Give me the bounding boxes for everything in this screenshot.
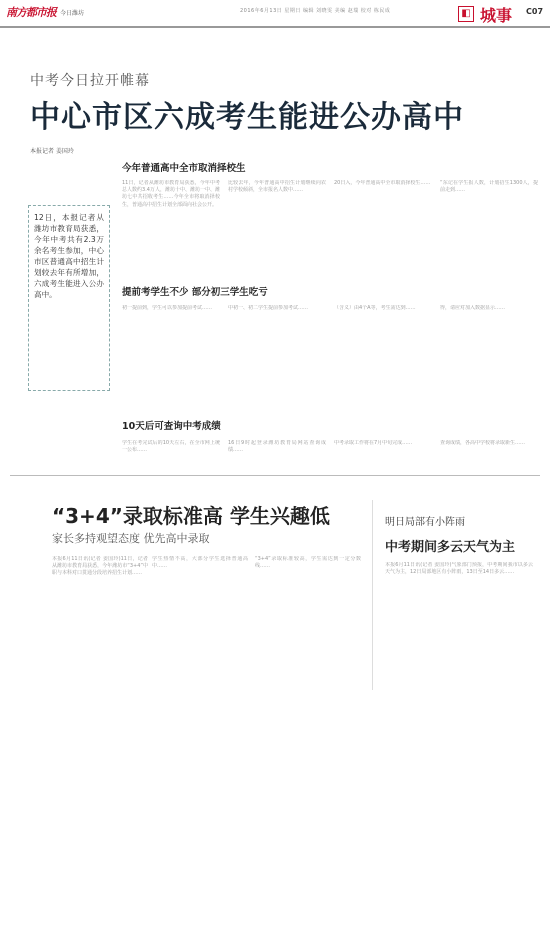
article-byline: 本报记者 姜国玲 xyxy=(30,148,74,155)
weather-kicker: 明日局部有小阵雨 xyxy=(385,517,465,528)
weather-headline: 中考期间多云天气为主 xyxy=(385,540,516,555)
lead-box: 12日，本报记者从潍坊市教育局获悉，今年中考共有2.3万余名考生参加，中心市区普通高中招生计划较去年有所增加，六成考生能进入公办高中。 xyxy=(28,205,110,391)
article-column: 本报6月11日讯(记者 姜国玲)11日，记者从潍坊市教育局获悉，今年潍坊市“3+4”中职与本科对口贯通分段培养招生计划…… xyxy=(52,556,148,577)
date-line: 2016年6月13日 星期日 xyxy=(240,8,301,14)
subhead-3: 10天后可查询中考成绩 xyxy=(122,421,221,432)
subhead-1: 今年普通高中全市取消择校生 xyxy=(122,163,246,174)
article-column: “3+4”录取标准较高，学生需达到一定分数线…… xyxy=(255,556,361,570)
article-column: 得，请应对加入数据显示…… xyxy=(440,305,506,311)
editor-line: 编辑 刘晓雯 美编 赵瑞 校对 栋民成 xyxy=(302,8,391,14)
article-column: 20日入，今年普通高中全市取消择校生…… xyxy=(334,180,431,186)
article-column: 中考录取工作将在7月中旬完成…… xyxy=(334,440,413,446)
header-divider xyxy=(0,26,550,28)
article-column: 16日9时起登录潍坊教育局网站查询成绩…… xyxy=(228,440,326,454)
article-column: 学生热情不高，大部分学生选择普通高中…… xyxy=(152,556,248,570)
article-column: 学生在考完试后的10天左右，在全市网上统一公布…… xyxy=(122,440,220,454)
section-label: 今日潍坊 xyxy=(60,10,85,17)
article-headline: 中心市区六成考生能进公办高中 xyxy=(30,100,464,135)
newspaper-logo: 南方都市报 xyxy=(6,6,56,19)
header-meta xyxy=(240,7,390,14)
article-column: 比较去年，今年普通高中招生计划继续向农村学校倾斜，全市报名人数中…… xyxy=(228,180,326,194)
weather-body: 本报6月11日讯(记者 姜国玲)气象部门预报，中考期间我市以多云天气为主，12日局部地区有小阵雨，13日至14日多云…… xyxy=(385,562,533,576)
section-divider xyxy=(10,475,540,476)
article2-subhead: 家长多持观望态度 优先高中录取 xyxy=(52,532,210,545)
article-column: （含义）由4个A等，考生需达到…… xyxy=(334,305,416,311)
article-column: 初一提前到，学生可以参加提前考试…… xyxy=(122,305,213,311)
subhead-2: 提前考学生不少 部分初三学生吃亏 xyxy=(122,287,268,298)
page-code: C07 xyxy=(526,7,544,16)
article2-headline: “3+4”录取标准高 学生兴趣低 xyxy=(52,504,330,528)
article-column: 中初一、初二学生提前参加考试…… xyxy=(228,305,309,311)
section-name: 城事 xyxy=(480,6,513,25)
article-column: 查询成绩，各高中学校将录取新生…… xyxy=(440,440,526,446)
article-column: 11日，记者从潍坊市教育局获悉，今年中考总人数约3.4万人，潍坊十中、潍坊一中、潍坊七中共招收考生……今年全市将取消择校生，普通高中招生计划全部面向社会公开。 xyxy=(122,180,220,208)
article-column: “东记在学生报人数，计划招生1300人，提前走到…… xyxy=(440,180,538,194)
section-icon: ◧ xyxy=(458,6,474,22)
article-kicker: 中考今日拉开帷幕 xyxy=(30,73,150,89)
